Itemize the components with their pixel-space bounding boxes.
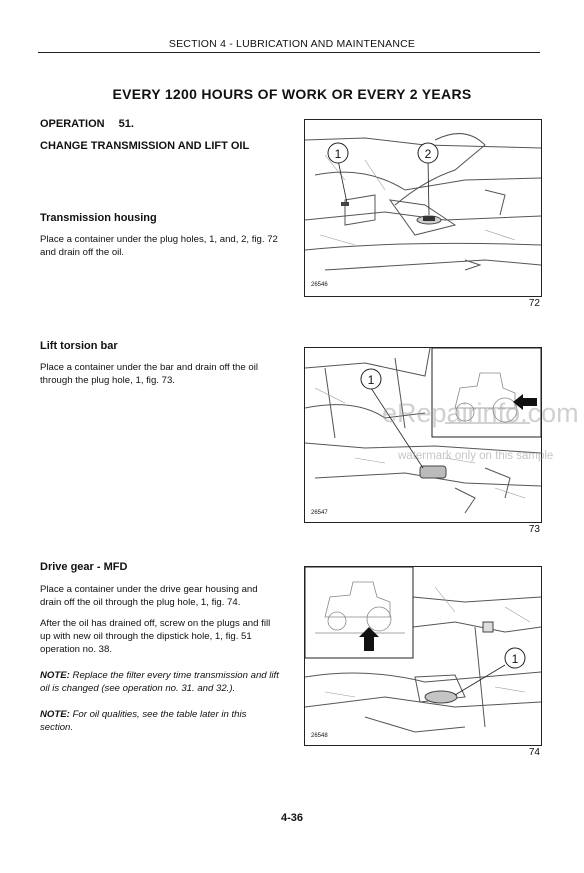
section-header: SECTION 4 - LUBRICATION AND MAINTENANCE <box>168 38 416 50</box>
figure-73-code: 26547 <box>311 510 328 516</box>
figure-74-drawing <box>305 567 541 745</box>
note-label: NOTE: <box>40 670 70 681</box>
figure-72-drawing <box>305 120 541 296</box>
figure-72-code: 26546 <box>311 282 328 288</box>
figure-72 <box>304 119 542 297</box>
note-label: NOTE: <box>40 709 70 720</box>
paragraph-drive-gear-1: Place a container under the drive gear housing and drain off the oil through the plug hole, 1, fig. 74. <box>40 584 258 608</box>
note-text: For oil qualities, see the table later in this section. <box>40 709 247 733</box>
page-number: 4-36 <box>280 812 304 824</box>
figure-72-callout-1: 1 <box>334 147 342 161</box>
figure-74 <box>304 566 542 746</box>
figure-74-number: 74 <box>528 747 540 758</box>
watermark-note: watermark only on this sample <box>398 450 554 462</box>
paragraph-lift-torsion-bar: Place a container under the bar and drain off the oil through the plug hole, 1, fig. 73. <box>40 362 258 386</box>
header-divider <box>38 52 540 53</box>
operation-title: CHANGE TRANSMISSION AND LIFT OIL <box>40 140 250 152</box>
note-filter <box>40 669 280 695</box>
watermark-site: eRepairinfo.com <box>382 398 579 428</box>
section-heading: EVERY 1200 HOURS OF WORK OR EVERY 2 YEARS <box>112 86 472 102</box>
figure-73 <box>304 347 542 523</box>
subheading-transmission-housing: Transmission housing <box>40 212 157 224</box>
subheading-lift-torsion-bar: Lift torsion bar <box>40 340 118 352</box>
figure-73-callout-1: 1 <box>367 373 375 387</box>
figure-74-code: 26548 <box>311 733 328 739</box>
figure-73-drawing <box>305 348 541 522</box>
operation-number: 51. <box>118 118 134 130</box>
note-oil-qualities <box>40 708 280 734</box>
figure-72-number: 72 <box>528 298 540 309</box>
note-text: Replace the filter every time transmission and lift oil is changed (see operation no. 31. and 32.). <box>40 670 279 694</box>
operation-label <box>40 118 134 130</box>
figure-72-callout-2: 2 <box>424 147 432 161</box>
figure-74-callout-1: 1 <box>511 652 519 666</box>
figure-73-number: 73 <box>528 524 540 535</box>
paragraph-transmission-housing: Place a container under the plug holes, 1, and, 2, fig. 72 and drain off the oil. <box>40 234 278 258</box>
paragraph-drive-gear-2: After the oil has drained off, screw on the plugs and fill up with new oil through the dipstick hole, 1, fig. 51 operation no. 38. <box>40 618 271 655</box>
subheading-drive-gear: Drive gear - MFD <box>40 561 128 573</box>
operation-label-text: OPERATION <box>40 118 105 130</box>
